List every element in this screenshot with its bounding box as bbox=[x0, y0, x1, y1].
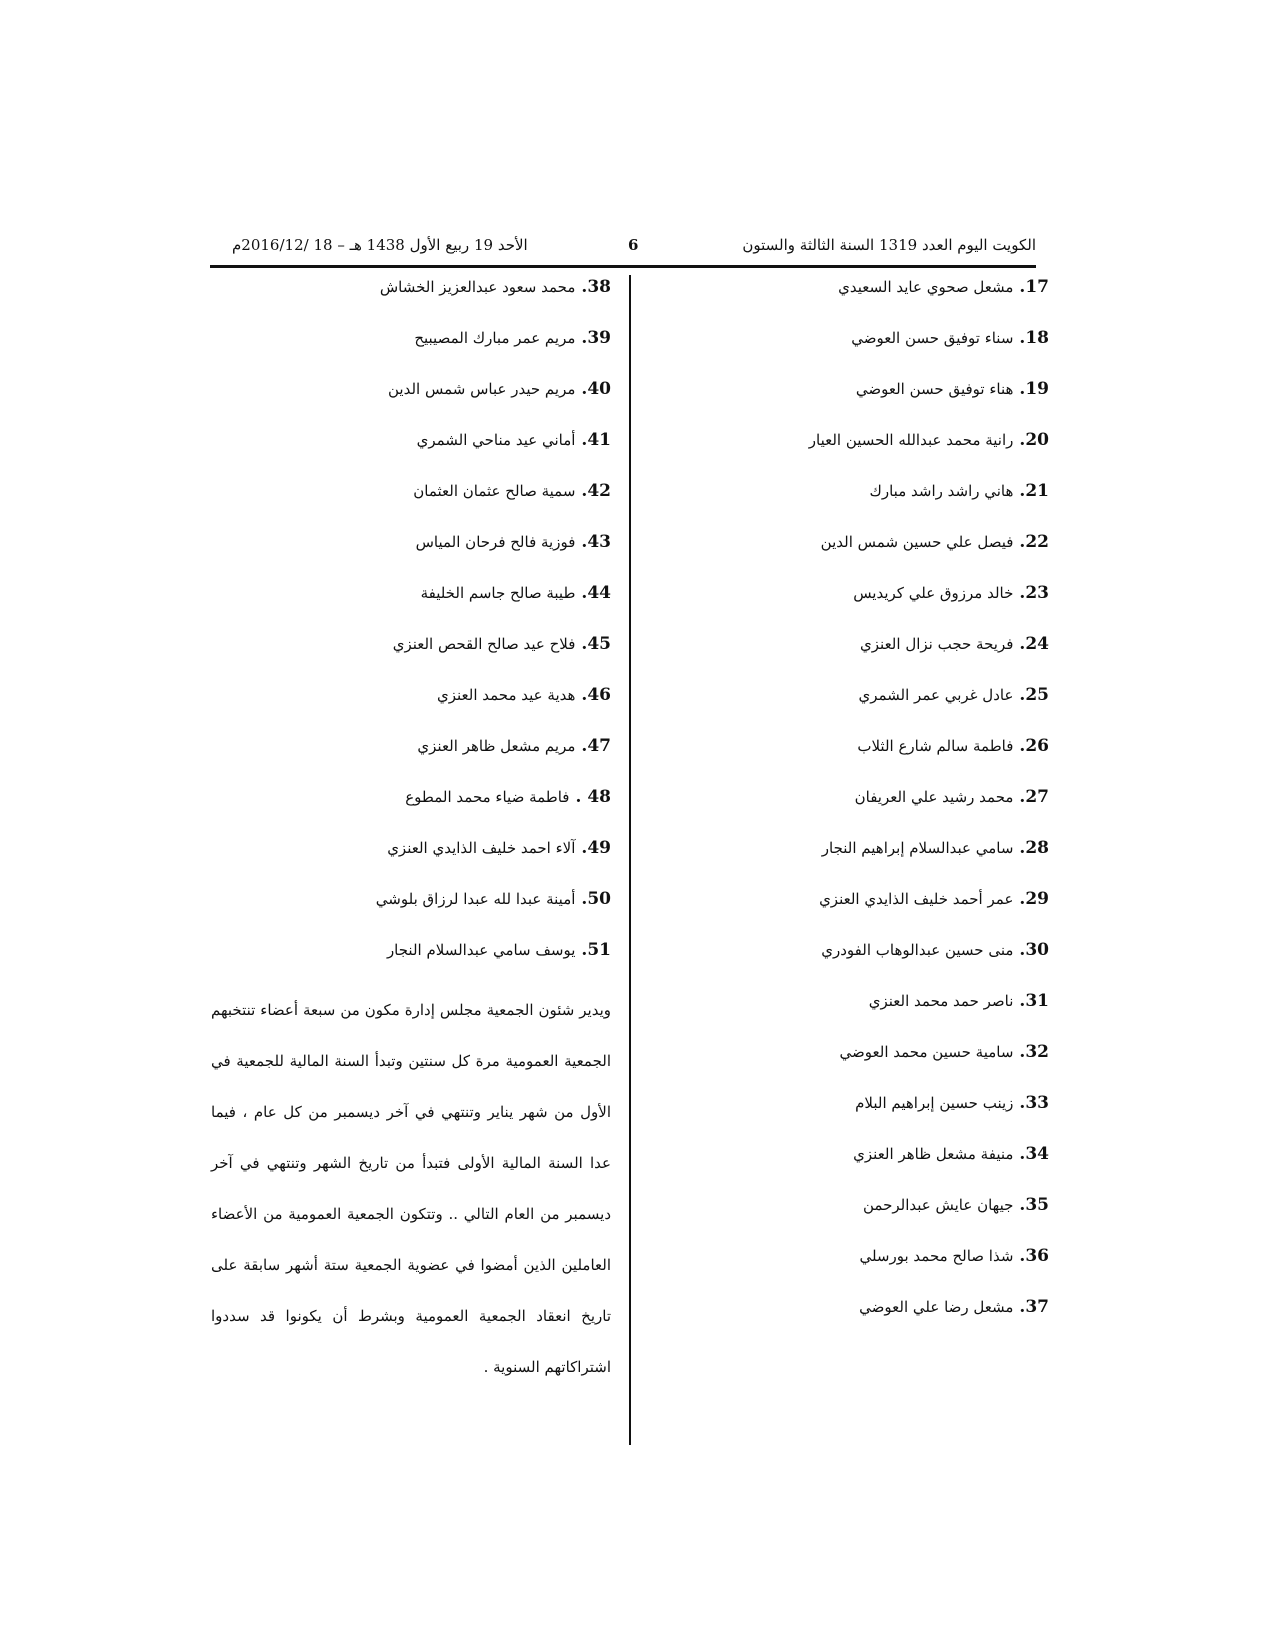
list-item-number: 25. bbox=[1019, 685, 1049, 705]
list-item-name: محمد سعود عبدالعزيز الخشاش bbox=[379, 278, 576, 296]
list-item-name: مريم مشعل ظاهر العنزي bbox=[417, 737, 576, 755]
list-item-name: جيهان عايش عبدالرحمن bbox=[863, 1196, 1014, 1214]
list-item bbox=[231, 632, 611, 683]
body-paragraph: ويدير شئون الجمعية مجلس إدارة مكون من سبعة أعضاء تنتخبهم الجمعية العمومية مرة كل سنتين وتبدأ السنة المالية للجمعية في الأول من شهر يناير وتنتهي في آخر ديسمبر من كل عام ، فيما عدا السنة المالية الأولى فتبدأ من تاريخ الشهر وتنتهي في آخر ديسمبر من العام التالي .. وتتكون الجمعية العمومية من الأعضاء العاملين الذين أمضوا في عضوية الجمعية ستة أشهر سابقة على تاريخ انعقاد الجمعية العمومية وبشرط أن يكونوا قد سددوا اشتراكاتهم السنوية . bbox=[211, 1001, 611, 1376]
list-item bbox=[231, 428, 611, 479]
list-item-name: زينب حسين إبراهيم البلام bbox=[855, 1094, 1014, 1112]
list-item-name: شذا صالح محمد بورسلي bbox=[859, 1247, 1014, 1265]
list-item-name: مريم عمر مبارك المصيبيح bbox=[414, 329, 576, 347]
list-item-number: 20. bbox=[1019, 430, 1049, 450]
list-item bbox=[669, 1142, 1049, 1193]
list-item-number: 33. bbox=[1019, 1093, 1049, 1113]
list-item-name: خالد مرزوق علي كريديس bbox=[853, 584, 1014, 602]
list-item-number: 19. bbox=[1019, 379, 1049, 399]
list-item-name: ناصر حمد محمد العنزي bbox=[868, 992, 1014, 1010]
header-date: الأحد 19 ربيع الأول 1438 هـ – 18 /2016/12م bbox=[232, 236, 528, 254]
list-item-number: 22. bbox=[1019, 532, 1049, 552]
list-item bbox=[231, 275, 611, 326]
list-item bbox=[231, 479, 611, 530]
list-item bbox=[669, 785, 1049, 836]
list-item-number: 28. bbox=[1019, 838, 1049, 858]
list-item bbox=[669, 887, 1049, 938]
list-item-number: 35. bbox=[1019, 1195, 1049, 1215]
list-item-name: منيفة مشعل ظاهر العنزي bbox=[853, 1145, 1014, 1163]
list-item-name: فريحة حجب نزال العنزي bbox=[860, 635, 1014, 653]
list-item-number: 42. bbox=[581, 481, 611, 501]
list-item bbox=[669, 836, 1049, 887]
list-item bbox=[231, 377, 611, 428]
list-item-name: فاطمة ضياء محمد المطوع bbox=[405, 788, 570, 806]
list-item-number: 44. bbox=[581, 583, 611, 603]
list-item-name: فوزية فالح فرحان المياس bbox=[415, 533, 576, 551]
list-item bbox=[669, 1295, 1049, 1346]
list-item bbox=[231, 887, 611, 938]
list-item-number: 47. bbox=[581, 736, 611, 756]
list-item-name: سامي عبدالسلام إبراهيم النجار bbox=[821, 839, 1014, 857]
list-item bbox=[669, 683, 1049, 734]
list-item-number: 31. bbox=[1019, 991, 1049, 1011]
list-item bbox=[669, 1193, 1049, 1244]
list-item-number: 17. bbox=[1019, 277, 1049, 297]
list-item-number: 18. bbox=[1019, 328, 1049, 348]
page-number: 6 bbox=[628, 236, 639, 254]
list-item bbox=[669, 479, 1049, 530]
list-item bbox=[231, 530, 611, 581]
list-item-name: فلاح عيد صالح القحص العنزي bbox=[392, 635, 576, 653]
list-item-name: مشعل رضا علي العوضي bbox=[859, 1298, 1014, 1316]
list-item bbox=[669, 632, 1049, 683]
list-item-number: 38. bbox=[581, 277, 611, 297]
list-item-name: فيصل علي حسين شمس الدين bbox=[820, 533, 1014, 551]
list-item-number: 50. bbox=[581, 889, 611, 909]
list-item-name: فاطمة سالم شارع الثلاب bbox=[857, 737, 1014, 755]
list-item bbox=[231, 683, 611, 734]
list-item-number: 30. bbox=[1019, 940, 1049, 960]
list-item bbox=[669, 275, 1049, 326]
list-item bbox=[669, 428, 1049, 479]
left-column-list bbox=[231, 275, 611, 989]
header-publication-info: الكويت اليوم العدد 1319 السنة الثالثة والستون bbox=[742, 236, 1036, 254]
list-item bbox=[669, 326, 1049, 377]
list-item bbox=[669, 734, 1049, 785]
list-item bbox=[231, 938, 611, 989]
list-item-number: 26. bbox=[1019, 736, 1049, 756]
list-item bbox=[231, 326, 611, 377]
list-item-name: محمد رشيد علي العريفان bbox=[854, 788, 1014, 806]
list-item-name: سناء توفيق حسن العوضي bbox=[851, 329, 1014, 347]
list-item bbox=[231, 581, 611, 632]
list-item-number: 46. bbox=[581, 685, 611, 705]
list-item-name: أمينة عبدا لله عبدا لرزاق بلوشي bbox=[375, 890, 576, 908]
list-item-name: هدية عيد محمد العنزي bbox=[436, 686, 576, 704]
list-item-number: 51. bbox=[581, 940, 611, 960]
page-header bbox=[210, 236, 1036, 266]
list-item-number: 29. bbox=[1019, 889, 1049, 909]
right-column-list bbox=[669, 275, 1049, 1346]
list-item-name: هناء توفيق حسن العوضي bbox=[855, 380, 1014, 398]
list-item-number: 24. bbox=[1019, 634, 1049, 654]
header-rule bbox=[210, 265, 1036, 268]
list-item-name: رانية محمد عبدالله الحسين العيار bbox=[808, 431, 1014, 449]
list-item-number: 34. bbox=[1019, 1144, 1049, 1164]
list-item-name: سمية صالح عثمان العثمان bbox=[413, 482, 576, 500]
list-item bbox=[231, 836, 611, 887]
list-item-name: عمر أحمد خليف الذايدي العنزي bbox=[819, 890, 1014, 908]
list-item-number: 40. bbox=[581, 379, 611, 399]
list-item bbox=[669, 1244, 1049, 1295]
list-item bbox=[669, 581, 1049, 632]
list-item bbox=[231, 785, 611, 836]
list-item-name: سامية حسين محمد العوضي bbox=[839, 1043, 1014, 1061]
list-item bbox=[231, 734, 611, 785]
list-item-name: طيبة صالح جاسم الخليفة bbox=[420, 584, 576, 602]
list-item-number: 45. bbox=[581, 634, 611, 654]
list-item-name: مشعل صحوي عايد السعيدي bbox=[838, 278, 1014, 296]
list-item-number: 39. bbox=[581, 328, 611, 348]
list-item-number: 48 . bbox=[575, 787, 611, 807]
list-item-name: عادل غربي عمر الشمري bbox=[858, 686, 1014, 704]
list-item bbox=[669, 377, 1049, 428]
list-item bbox=[669, 1040, 1049, 1091]
list-item-number: 21. bbox=[1019, 481, 1049, 501]
list-item-name: مريم حيدر عباس شمس الدين bbox=[388, 380, 576, 398]
list-item bbox=[669, 989, 1049, 1040]
list-item-name: يوسف سامي عبدالسلام النجار bbox=[386, 941, 576, 959]
list-item-number: 27. bbox=[1019, 787, 1049, 807]
list-item-number: 41. bbox=[581, 430, 611, 450]
list-item-name: آلاء احمد خليف الذايدي العنزي bbox=[387, 839, 576, 857]
list-item-number: 36. bbox=[1019, 1246, 1049, 1266]
list-item bbox=[669, 938, 1049, 989]
list-item-number: 32. bbox=[1019, 1042, 1049, 1062]
list-item-name: منى حسين عبدالوهاب الفودري bbox=[821, 941, 1014, 959]
list-item-number: 23. bbox=[1019, 583, 1049, 603]
list-item-number: 37. bbox=[1019, 1297, 1049, 1317]
list-item bbox=[669, 530, 1049, 581]
list-item-number: 49. bbox=[581, 838, 611, 858]
column-divider bbox=[629, 275, 631, 1445]
list-item bbox=[669, 1091, 1049, 1142]
list-item-number: 43. bbox=[581, 532, 611, 552]
list-item-name: هاني راشد راشد مبارك bbox=[869, 482, 1014, 500]
list-item-name: أماني عيد مناحي الشمري bbox=[416, 431, 576, 449]
